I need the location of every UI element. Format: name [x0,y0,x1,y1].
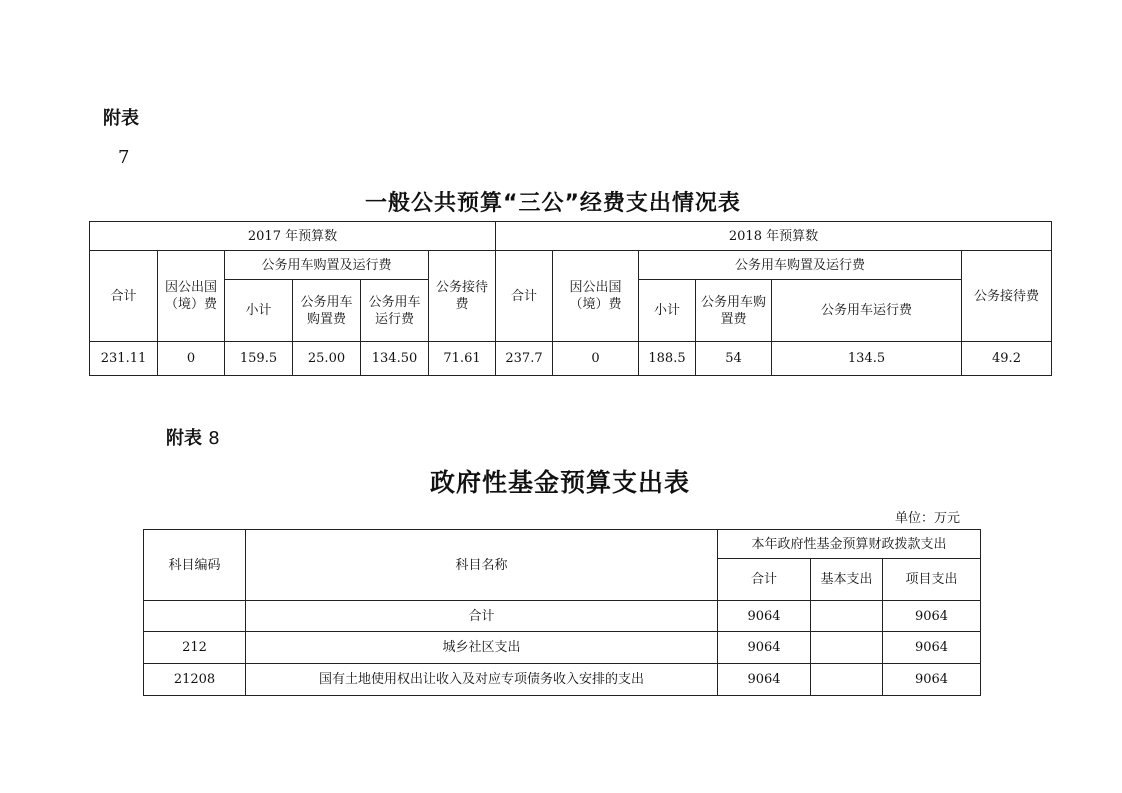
cell-purchase-2017: 25.00 [293,342,361,376]
cell-reception-2017: 71.61 [429,342,496,376]
cell-basic [811,632,883,664]
table-row [144,664,981,696]
unit-label: 单位：万元 [895,511,961,526]
header-name: 科目名称 [246,530,718,601]
cell-name: 国有土地使用权出让收入及对应专项债务收入安排的支出 [246,664,718,696]
cell-name: 城乡社区支出 [246,632,718,664]
government-fund-table [143,529,981,696]
header-basic: 基本支出 [811,559,883,601]
cell-subtotal-2018: 188.5 [639,342,696,376]
cell-running-2018: 134.5 [772,342,962,376]
cell-abroad-2018: 0 [553,342,639,376]
appendix-8-heading [166,424,220,450]
cell-code [144,601,246,632]
cell-purchase-2018: 54 [696,342,772,376]
appendix-8-number: 8 [208,428,220,449]
table-row [90,342,1052,376]
header-reception-2017: 公务接待费 [429,251,496,342]
appendix-7-label: 附表 [103,108,139,129]
cell-abroad-2017: 0 [158,342,225,376]
cell-total-2017: 231.11 [90,342,158,376]
cell-total-2018: 237.7 [496,342,553,376]
header-running-2017: 公务用车运行费 [361,280,429,342]
header-project: 项目支出 [883,559,981,601]
cell-basic [811,664,883,696]
header-subtotal-2018: 小计 [639,280,696,342]
table-row [144,632,981,664]
cell-total: 9064 [718,601,811,632]
header-total-2018: 合计 [496,251,553,342]
header-total: 合计 [718,559,811,601]
cell-project: 9064 [883,601,981,632]
header-2017-budget: 2017 年预算数 [90,222,496,251]
cell-project: 9064 [883,664,981,696]
cell-subtotal-2017: 159.5 [225,342,293,376]
header-total-2017: 合计 [90,251,158,342]
appendix-7-number: 7 [118,147,130,168]
header-abroad-2017: 因公出国（境）费 [158,251,225,342]
cell-code: 212 [144,632,246,664]
header-subtotal-2017: 小计 [225,280,293,342]
header-code: 科目编码 [144,530,246,601]
appendix-8-title: 政府性基金预算支出表 [430,468,691,497]
header-2018-budget: 2018 年预算数 [496,222,1052,251]
appendix-8-label: 附表 [166,428,202,449]
appendix-7-title: 一般公共预算“三公”经费支出情况表 [365,191,741,216]
table-row [144,601,981,632]
three-public-expenses-table [89,221,1052,376]
cell-code: 21208 [144,664,246,696]
header-vehicle-2018: 公务用车购置及运行费 [639,251,962,280]
header-reception-2018: 公务接待费 [962,251,1052,342]
header-fund-expenditure: 本年政府性基金预算财政拨款支出 [718,530,981,559]
cell-running-2017: 134.50 [361,342,429,376]
header-purchase-2017: 公务用车购置费 [293,280,361,342]
cell-project: 9064 [883,632,981,664]
cell-reception-2018: 49.2 [962,342,1052,376]
cell-name: 合计 [246,601,718,632]
header-purchase-2018: 公务用车购置费 [696,280,772,342]
cell-total: 9064 [718,664,811,696]
header-running-2018: 公务用车运行费 [772,280,962,342]
header-vehicle-2017: 公务用车购置及运行费 [225,251,429,280]
cell-total: 9064 [718,632,811,664]
header-abroad-2018: 因公出国（境）费 [553,251,639,342]
cell-basic [811,601,883,632]
